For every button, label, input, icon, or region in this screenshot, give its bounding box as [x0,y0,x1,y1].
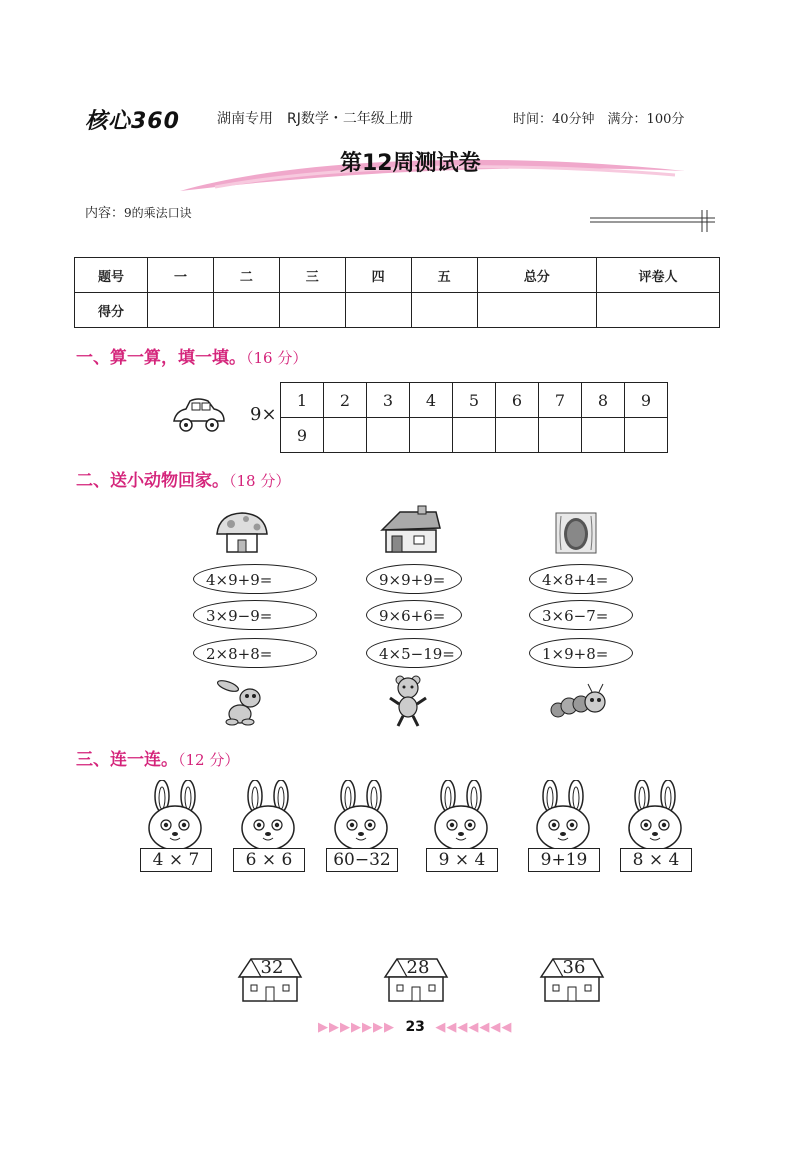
left-arrows-decoration: ▶▶▶▶▶▶▶ [318,1020,395,1035]
content-value: 9的乘法口诀 [124,206,192,220]
house-number: 28 [406,957,430,978]
multiplier-row [281,383,668,418]
score-table-score-row [75,293,720,328]
score-cell[interactable] [597,293,720,328]
multiplier-cell: 4 [410,383,453,418]
expression-ellipse: 9×9+9= [366,564,462,594]
bunny-expression-label[interactable]: 9 × 4 [426,848,498,872]
rabbit-animal-icon[interactable] [212,676,266,726]
time-score-label: 时间：40分钟 满分：100分 [513,112,685,127]
expression-ellipse: 4×5−19= [366,638,462,668]
page-title: 第12周测试卷 [340,151,481,176]
expression-ellipse: 3×9−9= [193,600,317,630]
brand-logo: 核心360 [85,109,180,134]
product-cell: 9 [281,418,324,453]
multiplier-cell: 9 [625,383,668,418]
caterpillar-animal-icon[interactable] [548,682,608,722]
house-number: 36 [562,957,586,978]
multiplier-cell: 5 [453,383,496,418]
product-answer-cell[interactable] [539,418,582,453]
section3-heading [76,745,239,770]
score-header-cell: 五 [411,258,477,293]
score-cell[interactable] [411,293,477,328]
multiplier-cell: 2 [324,383,367,418]
score-cell[interactable] [477,293,596,328]
crescent-decoration-icon [590,210,715,232]
edition-label: 湖南专用 RJ数学・二年级上册 [217,111,413,127]
section1-heading-text: 一、算一算，填一填。 [76,348,246,368]
product-answer-cell[interactable] [367,418,410,453]
expression-ellipse: 4×8+4= [529,564,633,594]
product-answer-cell[interactable] [625,418,668,453]
section1-heading [76,343,307,368]
score-row-label: 得分 [75,293,148,328]
score-header-cell: 总分 [477,258,596,293]
score-header-cell: 题号 [75,258,148,293]
score-table-header-row [75,258,720,293]
content-line [85,202,192,221]
product-answer-cell[interactable] [324,418,367,453]
section2-points: （18 分） [229,472,291,490]
score-header-cell: 评卷人 [597,258,720,293]
section2-heading-text: 二、送小动物回家。 [76,471,229,491]
section3-heading-text: 三、连一连。 [76,750,178,770]
times-nine-label: 9× [250,404,277,425]
bear-animal-icon[interactable] [386,674,430,728]
multiplier-cell: 1 [281,383,324,418]
score-cell[interactable] [213,293,279,328]
section2-heading [76,466,290,491]
content-label: 内容： [85,206,125,221]
score-cell[interactable] [279,293,345,328]
tree-hollow-icon [553,510,599,556]
product-answer-cell[interactable] [582,418,625,453]
score-table [74,257,720,328]
bunny-expression-label[interactable]: 6 × 6 [233,848,305,872]
product-row [281,418,668,453]
house-number: 32 [260,957,284,978]
section1-points: （16 分） [246,349,308,367]
multiplier-cell: 3 [367,383,410,418]
expression-ellipse: 4×9+9= [193,564,317,594]
multiplier-cell: 8 [582,383,625,418]
score-header-cell: 二 [213,258,279,293]
cottage-house-icon [378,504,442,556]
product-answer-cell[interactable] [410,418,453,453]
expression-ellipse: 3×6−7= [529,600,633,630]
product-answer-cell[interactable] [453,418,496,453]
bunny-expression-label[interactable]: 4 × 7 [140,848,212,872]
multiplier-cell: 6 [496,383,539,418]
bunny-expression-label[interactable]: 60−32 [326,848,398,872]
score-header-cell: 一 [148,258,214,293]
multiplication-table [280,382,668,453]
score-cell[interactable] [345,293,411,328]
score-cell[interactable] [148,293,214,328]
product-answer-cell[interactable] [496,418,539,453]
page-number: 23 [405,1019,425,1035]
mushroom-house-icon [213,510,271,556]
right-arrows-decoration: ◀◀◀◀◀◀◀ [435,1020,513,1035]
section3-points: （12 分） [178,751,240,769]
expression-ellipse: 2×8+8= [193,638,317,668]
bunny-expression-label[interactable]: 8 × 4 [620,848,692,872]
score-header-cell: 三 [279,258,345,293]
score-header-cell: 四 [345,258,411,293]
expression-ellipse: 1×9+8= [529,638,633,668]
multiplier-cell: 7 [539,383,582,418]
page-footer [318,1019,512,1035]
page-header [85,98,715,238]
car-icon [168,395,228,437]
expression-ellipse: 9×6+6= [366,600,462,630]
bunny-expression-label[interactable]: 9+19 [528,848,600,872]
